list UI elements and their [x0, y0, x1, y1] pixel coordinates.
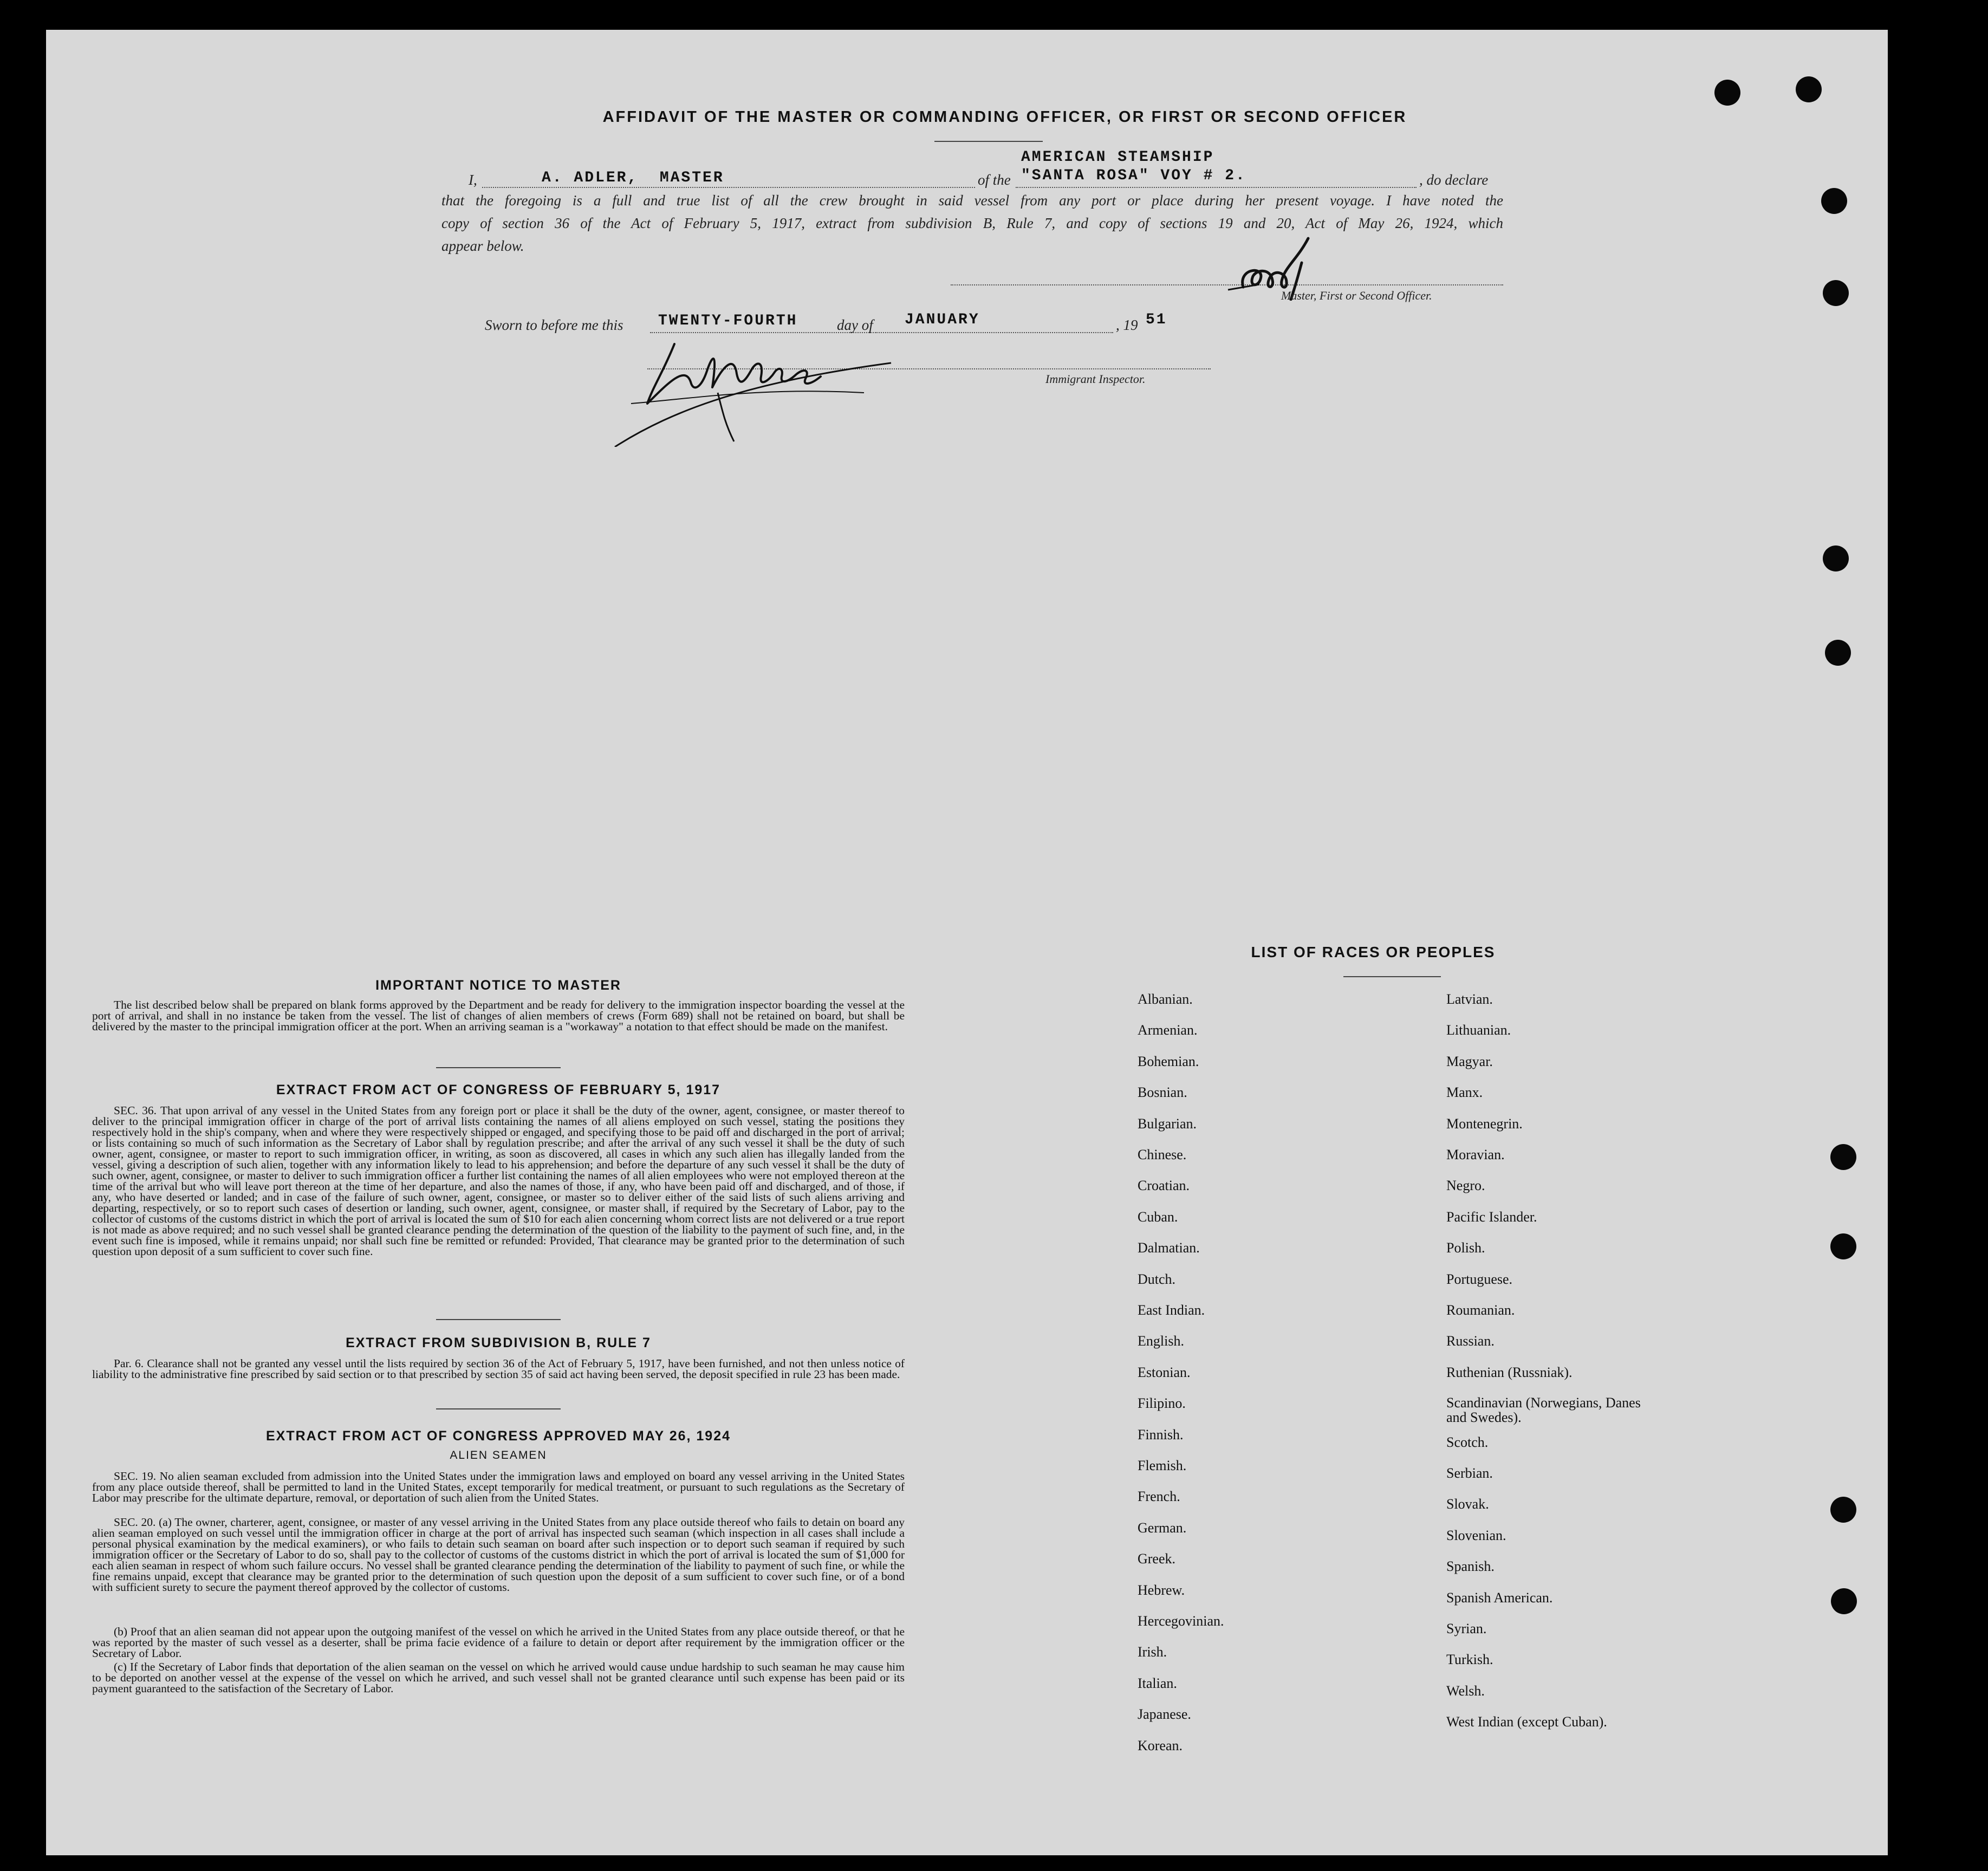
- race-item: Irish.: [1138, 1644, 1167, 1660]
- race-item: Croatian.: [1138, 1178, 1190, 1194]
- day-of-label: day of: [837, 317, 873, 333]
- extract-1924-subheading: ALIEN SEAMEN: [450, 1449, 547, 1461]
- race-item: Armenian.: [1138, 1022, 1198, 1038]
- race-item: Cuban.: [1138, 1209, 1178, 1225]
- race-item: Roumanian.: [1446, 1302, 1515, 1318]
- race-item: Serbian.: [1446, 1465, 1493, 1481]
- declaration-line-2: copy of section 36 of the Act of February 5, 1917, extract from subdivision B, Rule 7, and copy of sections 19 and 20, Act of May 26, 1924, which: [441, 215, 1503, 231]
- race-item: Flemish.: [1138, 1458, 1187, 1473]
- race-item: Spanish.: [1446, 1558, 1495, 1575]
- race-item: Filipino.: [1138, 1395, 1186, 1412]
- extract-1917-heading: EXTRACT FROM ACT OF CONGRESS OF FEBRUARY 5, 1917: [276, 1082, 721, 1097]
- race-item: Polish.: [1446, 1240, 1485, 1256]
- sworn-month: JANUARY: [905, 311, 980, 328]
- notice-rule: [436, 1067, 561, 1068]
- race-item: Ruthenian (Russniak).: [1446, 1364, 1573, 1380]
- title-rule: [934, 141, 1043, 142]
- extract-1924-sec20a: SEC. 20. (a) The owner, charterer, agent, consignee, or master of any vessel arriving in the United States from any place outside thereof who fails to detain on board any alien seaman employed on such vessel until the immigration officer in charge at the port of arrival has inspected such seaman (which inspection in all cases shall include a personal physical examination by the medical examiners), or who fails to detain such seaman on board after such inspection or to deport such seaman if required by such immigration officer or the Secretary of Labor to do so, shall pay to the collector of customs of the customs district in which the port of arrival is located the sum of $1,000 for each alien seaman in respect of whom such failure occurs. No vessel shall be granted clearance pending the determination of the liability to payment of such fine, or while the fine remains unpaid, except that clearance may be granted prior to the determination of such question upon the deposit of a sum sufficient to cover such fine, or of a bond with sufficient surety to secure the payment thereof approved by the collector of customs.: [92, 1516, 905, 1594]
- do-declare: , do declare: [1419, 172, 1489, 188]
- race-item: West Indian (except Cuban).: [1446, 1714, 1607, 1730]
- race-item: Greek.: [1138, 1551, 1176, 1567]
- punch-hole: [1830, 1497, 1856, 1523]
- race-item: Scandinavian (Norwegians, Danes and Swedes).: [1446, 1395, 1641, 1426]
- punch-hole: [1831, 1588, 1857, 1614]
- race-item: Pacific Islander.: [1446, 1209, 1537, 1225]
- punch-hole: [1714, 80, 1740, 106]
- race-item: Moravian.: [1446, 1147, 1505, 1162]
- race-item: Scotch.: [1446, 1434, 1489, 1450]
- race-item: Japanese.: [1138, 1706, 1191, 1723]
- affidavit-title: AFFIDAVIT OF THE MASTER OR COMMANDING OFFICER, OR FIRST OR SECOND OFFICER: [602, 108, 1407, 126]
- punch-hole: [1821, 188, 1847, 214]
- race-item: English.: [1138, 1333, 1184, 1349]
- extract-1924-sec20c: (c) If the Secretary of Labor finds that deportation of the alien seaman on the vessel on which he arrived would cause undue hardship to such seaman he may cause him to be deported on another vessel at the expense of the vessel on which he arrived, and such vessel shall not be granted clearance until such expense has been paid or its payment guaranteed to the satisfaction of the Secretary of Labor.: [92, 1660, 905, 1695]
- extract-rule7-text: Par. 6. Clearance shall not be granted any vessel until the lists required by section 36 of the Act of February 5, 1917, have been furnished, and not then unless notice of liability to the administrative fine prescribed by said section or to that prescribed by section 35 of said act having been served, the deposit specified in rule 23 has been made.: [92, 1357, 905, 1381]
- race-item: French.: [1138, 1489, 1180, 1505]
- race-item: Bulgarian.: [1138, 1115, 1197, 1132]
- punch-hole: [1823, 545, 1849, 571]
- punch-hole: [1823, 280, 1849, 306]
- race-item: Portuguese.: [1446, 1271, 1513, 1287]
- notice-heading: IMPORTANT NOTICE TO MASTER: [375, 978, 621, 993]
- master-name-underline: [482, 187, 975, 188]
- year-suffix: 51: [1146, 311, 1167, 328]
- notice-text: The list described below shall be prepared on blank forms approved by the Department and be ready for delivery to the immigration inspector boarding the vessel at the port of arrival, and shall in no instance be taken from the vessel. The list of changes of alien members of crews (Form 689) shall not be retained on board, but shall be delivered by the master to the principal immigration officer at the port. When an arriving seaman is a "workaway" a notation to that effect should be made on the manifest.: [92, 998, 905, 1033]
- race-item: Welsh.: [1446, 1682, 1485, 1699]
- race-item: Bohemian.: [1138, 1053, 1199, 1069]
- race-item: Negro.: [1446, 1178, 1485, 1194]
- document-page: [46, 30, 1888, 1855]
- master-name: A. ADLER, MASTER: [542, 170, 724, 186]
- races-heading: LIST OF RACES OR PEOPLES: [1251, 944, 1496, 960]
- extract-1917-text: SEC. 36. That upon arrival of any vessel in the United States from any foreign port or place it shall be the duty of the owner, agent, consignee, or master thereof to deliver to the principal immigration officer in charge of the port of arrival lists containing the names of all aliens employed on such vessel, stating the positions they respectively hold in the ship's company, when and where they were respectively shipped or engaged, and specifying those to be paid off and discharged in the port of arrival; or lists containing so much of such information as the Secretary of Labor shall by regulation prescribe; and after the arrival of any such vessel it shall be the duty of such owner, agent, consignee, or master to report to such immigration officer, in writing, as soon as discovered, all cases in which any such alien has illegally landed from the vessel, giving a description of such alien, together with any information likely to lead to his apprehension; and before the departure of any such vessel it shall be the duty of such owner, agent, consignee, or master to deliver to such immigration officer a further list containing the names of all alien employees who were not employed thereon at the time of the arrival but who will leave port thereon at the time of her departure, and also the names of those, if any, who have been paid off and discharged, and of those, if any, who have deserted or landed; and in case of the failure of such owner, agent, consignee, or master so to deliver either of the said lists of such aliens arriving and departing, respectively, or so to report such cases of desertion or landing, such owner, agent, consignee, or master shall, if required by the Secretary of Labor, pay to the collector of customs of the customs district in which the port of arrival is located the sum of $10 for each alien concerning whom correct lists are not delivered or a true report is not made as above required; and no such vessel shall be granted clearance pending the determination of the question of the liability to the payment of such fine, and, in the event such fine is imposed, while it remains unpaid; nor shall such fine be remitted or refunded: Provided, That clearance may be granted prior to the determination of such question upon deposit of a sum sufficient to cover such fine.: [92, 1104, 905, 1258]
- race-item: Magyar.: [1446, 1053, 1493, 1069]
- race-item: Montenegrin.: [1446, 1115, 1523, 1132]
- race-item: Italian.: [1138, 1675, 1177, 1691]
- year-prefix: , 19: [1116, 317, 1138, 333]
- officer-caption: Master, First or Second Officer.: [1281, 289, 1432, 302]
- race-item: Estonian.: [1138, 1364, 1191, 1380]
- race-item: Syrian.: [1446, 1621, 1487, 1636]
- race-item: Dalmatian.: [1138, 1240, 1200, 1256]
- race-item: Dutch.: [1138, 1271, 1176, 1287]
- punch-hole: [1830, 1233, 1856, 1259]
- race-item: Korean.: [1138, 1737, 1183, 1753]
- sworn-day: TWENTY-FOURTH: [658, 313, 798, 329]
- race-item: Slovenian.: [1446, 1527, 1506, 1543]
- inspector-caption: Immigrant Inspector.: [1045, 372, 1146, 386]
- extract-1924-sec20b: (b) Proof that an alien seaman did not appear upon the outgoing manifest of the vessel on which he arrived in the United States from any place outside thereof, or that he was reported by the master of such vessel as a deserter, shall be prima facie evidence of a failure to detain or deport after requirement by the immigration officer or the Secretary of Labor.: [92, 1625, 905, 1660]
- race-item: Spanish American.: [1446, 1589, 1553, 1606]
- of-the-label: of the: [978, 172, 1011, 188]
- extract-rule7-heading: EXTRACT FROM SUBDIVISION B, RULE 7: [346, 1335, 651, 1350]
- sworn-label: Sworn to before me this: [485, 317, 623, 333]
- race-item: East Indian.: [1138, 1302, 1205, 1318]
- race-item: Albanian.: [1138, 991, 1193, 1007]
- vessel-line-1: AMERICAN STEAMSHIP: [1021, 149, 1214, 166]
- extract-1917-rule: [436, 1319, 561, 1320]
- vessel-underline: [1016, 187, 1417, 188]
- race-item: Turkish.: [1446, 1652, 1493, 1668]
- declaration-line-3: appear below.: [441, 238, 524, 254]
- race-item: Manx.: [1446, 1084, 1483, 1101]
- punch-hole: [1825, 640, 1851, 666]
- race-item: Finnish.: [1138, 1426, 1184, 1443]
- race-item: Hercegovinian.: [1138, 1613, 1224, 1629]
- race-item: German.: [1138, 1519, 1187, 1536]
- race-item: Chinese.: [1138, 1147, 1187, 1162]
- race-item: Lithuanian.: [1446, 1022, 1511, 1038]
- declaration-line-1: that the foregoing is a full and true list of all the crew brought in said vessel from any port or place during her present voyage. I have noted the: [441, 192, 1503, 209]
- inspector-signature: [609, 322, 913, 447]
- vessel-line-2: "SANTA ROSA" VOY # 2.: [1021, 167, 1246, 184]
- i-label: I,: [469, 172, 477, 188]
- race-item: Hebrew.: [1138, 1582, 1185, 1598]
- punch-hole: [1796, 76, 1822, 102]
- extract-1924-heading: EXTRACT FROM ACT OF CONGRESS APPROVED MAY 26, 1924: [265, 1428, 731, 1444]
- race-item: Slovak.: [1446, 1496, 1489, 1512]
- race-item: Bosnian.: [1138, 1084, 1187, 1101]
- punch-hole: [1830, 1144, 1856, 1170]
- race-item: Russian.: [1446, 1333, 1495, 1349]
- extract-rule7-rule: [436, 1408, 561, 1409]
- extract-1924-sec19: SEC. 19. No alien seaman excluded from admission into the United States under the immigration laws and employed on board any vessel arriving in the United States from any place outside thereof, shall be permitted to land in the United States, except temporarily for medical treatment, or pursuant to such regulations as the Secretary of Labor may prescribe for the ultimate departure, removal, or deportation of such alien from the United States.: [92, 1470, 905, 1504]
- race-item: Latvian.: [1446, 991, 1493, 1007]
- races-rule: [1343, 976, 1441, 977]
